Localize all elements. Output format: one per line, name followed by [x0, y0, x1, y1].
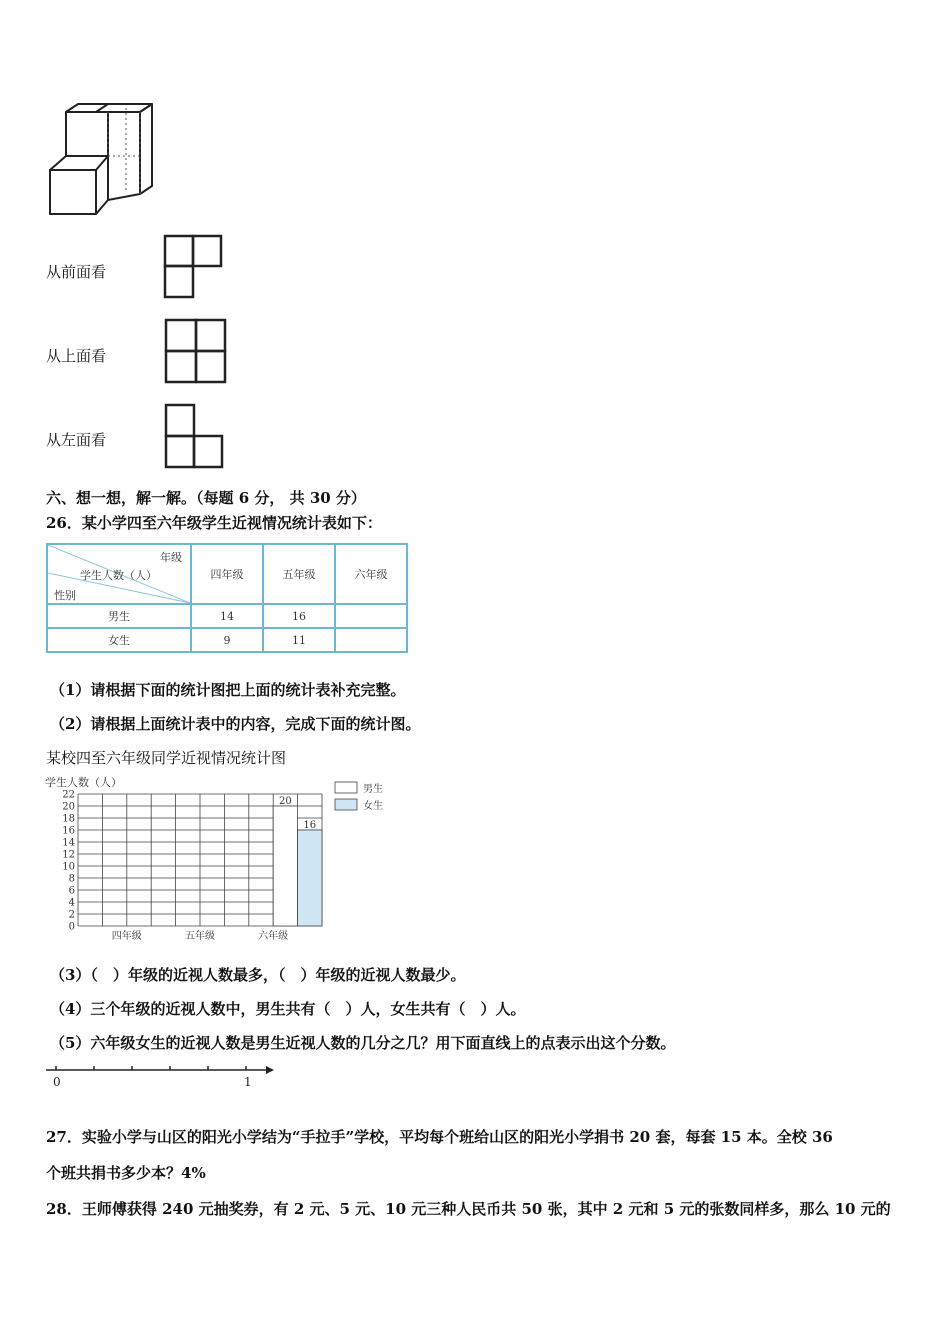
bar-chart	[40, 774, 420, 946]
chart-bars	[273, 796, 322, 926]
y-tick-label: 4	[68, 897, 75, 909]
q26-sub3: （3）（ ）年级的近视人数最多，（ ）年级的近视人数最少。	[50, 966, 466, 984]
y-tick-label: 0	[68, 921, 75, 933]
legend-swatch	[335, 799, 357, 810]
stats-table	[46, 543, 408, 653]
y-tick-label: 12	[62, 849, 75, 861]
y-tick-label: 18	[62, 813, 75, 825]
block-figure	[40, 100, 160, 220]
y-tick-label: 8	[68, 873, 75, 885]
legend-label: 女生	[363, 801, 383, 812]
q27-line2: 个班共捐书多少本？4%	[46, 1164, 206, 1182]
table-cell-blank[interactable]	[335, 628, 407, 652]
stats-table-container	[46, 543, 408, 653]
y-tick-label: 16	[62, 825, 75, 837]
table-row	[47, 604, 407, 628]
top-view-figure	[163, 317, 229, 385]
bar-女生	[298, 830, 322, 926]
x-category-label: 四年级	[111, 931, 142, 942]
chart-title: 某校四至六年级同学近视情况统计图	[46, 749, 287, 767]
number-line[interactable]	[40, 1062, 280, 1092]
q28-line1: 28．王师傅获得 240 元抽奖券，有 2 元、5 元、10 元三种人民币共 50 张，其中 2 元和 5 元的张数同样多，那么 10 元的	[46, 1200, 891, 1218]
q26-title: 26．某小学四至六年级学生近视情况统计表如下：	[46, 514, 382, 532]
table-corner-cell	[47, 544, 191, 604]
chart-x-categories	[112, 929, 288, 942]
legend-swatch	[335, 782, 357, 793]
y-tick-label: 22	[62, 789, 75, 801]
table-cell-blank[interactable]	[335, 604, 407, 628]
corner-bottom-text: 性别	[54, 589, 76, 602]
corner-top-text: 年级	[160, 551, 182, 564]
view-label-front: 从前面看	[46, 263, 107, 281]
y-tick-label: 10	[62, 861, 75, 873]
bar-男生	[273, 806, 297, 926]
view-label-top: 从上面看	[46, 347, 107, 365]
column-header: 五年级	[263, 544, 335, 604]
number-line-start: 0	[53, 1075, 61, 1089]
table-cell: 14	[191, 604, 263, 628]
table-cell: 9	[191, 628, 263, 652]
q27-line1: 27．实验小学与山区的阳光小学结为“手拉手”学校，平均每个班给山区的阳光小学捐书 20 套，每套 15 本。全校 36	[46, 1128, 833, 1146]
y-tick-label: 6	[68, 885, 75, 897]
column-header: 六年级	[335, 544, 407, 604]
row-label: 女生	[47, 628, 191, 652]
legend-label: 男生	[363, 784, 383, 795]
bar-data-label: 20	[279, 796, 292, 807]
x-category-label: 五年级	[185, 931, 215, 942]
y-tick-label: 14	[62, 837, 75, 849]
chart-ylabel: 学生人数（人）	[45, 776, 122, 789]
q26-sub1: （1）请根据下面的统计图把上面的统计表补充完整。	[50, 681, 406, 699]
q26-sub2: （2）请根据上面统计表中的内容，完成下面的统计图。	[50, 715, 421, 733]
view-label-left: 从左面看	[46, 431, 107, 449]
bar-data-label: 16	[303, 820, 317, 831]
table-row	[47, 628, 407, 652]
x-category-label: 六年级	[258, 931, 289, 942]
front-view-figure	[163, 234, 225, 300]
table-cell: 11	[263, 628, 335, 652]
row-label: 男生	[47, 604, 191, 628]
q26-sub5: （5）六年级女生的近视人数是男生近视人数的几分之几？用下面直线上的点表示出这个分数。	[50, 1034, 676, 1052]
y-tick-label: 20	[62, 801, 75, 813]
chart-y-ticks	[62, 790, 75, 933]
table-cell: 16	[263, 604, 335, 628]
number-line-end: 1	[244, 1075, 252, 1089]
section-title: 六、想一想，解一解。（每题 6 分， 共 30 分）	[46, 489, 366, 507]
y-tick-label: 2	[68, 909, 75, 921]
chart-legend	[335, 782, 383, 812]
left-view-figure	[163, 402, 225, 470]
column-header: 四年级	[191, 544, 263, 604]
q26-sub4: （4）三个年级的近视人数中，男生共有（ ）人，女生共有（ ）人。	[50, 1000, 526, 1018]
corner-mid-text: 学生人数（人）	[80, 569, 157, 582]
